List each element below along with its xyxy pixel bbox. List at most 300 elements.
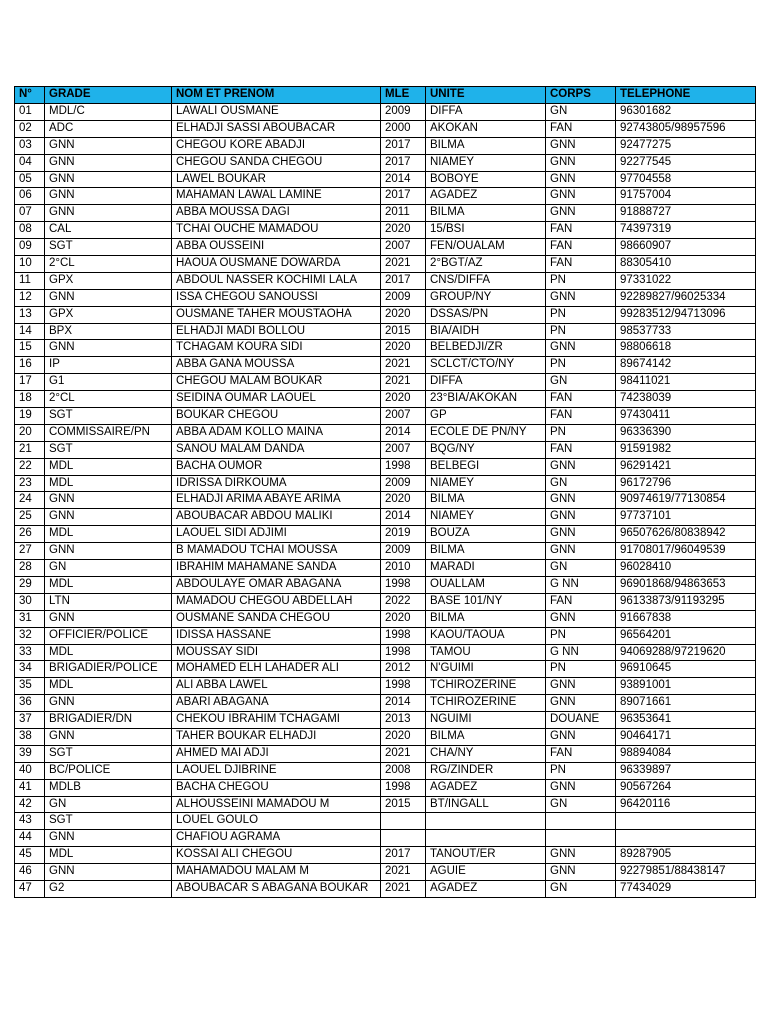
cell-telephone: 98894084 (616, 745, 756, 762)
cell-corps: GNN (546, 492, 616, 509)
cell-grade: 2°CL (45, 391, 172, 408)
table-row (15, 137, 756, 154)
cell-grade: MDL (45, 475, 172, 492)
cell-grade: GNN (45, 543, 172, 560)
cell-grade: 2°CL (45, 256, 172, 273)
cell-mle: 2022 (381, 593, 426, 610)
cell-grade: GNN (45, 289, 172, 306)
cell-mle: 2009 (381, 289, 426, 306)
cell-grade: GPX (45, 306, 172, 323)
cell-mle: 1998 (381, 458, 426, 475)
cell-corps: GN (546, 880, 616, 897)
cell-grade: GNN (45, 864, 172, 881)
cell-num: 02 (15, 120, 45, 137)
cell-telephone: 94069288/97219620 (616, 644, 756, 661)
table-row (15, 509, 756, 526)
cell-corps: PN (546, 272, 616, 289)
cell-num: 10 (15, 256, 45, 273)
cell-corps: FAN (546, 593, 616, 610)
column-header-unite: UNITE (426, 87, 546, 104)
cell-unite: NIAMEY (426, 475, 546, 492)
cell-num: 27 (15, 543, 45, 560)
cell-grade: GNN (45, 171, 172, 188)
cell-mle: 1998 (381, 644, 426, 661)
cell-unite: BILMA (426, 205, 546, 222)
table-row (15, 239, 756, 256)
table-row (15, 154, 756, 171)
cell-num: 18 (15, 391, 45, 408)
cell-unite: GP (426, 408, 546, 425)
table-row (15, 796, 756, 813)
table-row (15, 357, 756, 374)
cell-grade: ADC (45, 120, 172, 137)
cell-nom-prenom: TAHER BOUKAR ELHADJI (172, 728, 381, 745)
cell-telephone: 99283512/94713096 (616, 306, 756, 323)
cell-grade: BRIGADIER/POLICE (45, 661, 172, 678)
cell-num: 40 (15, 762, 45, 779)
cell-telephone: 98411021 (616, 374, 756, 391)
cell-mle: 1998 (381, 576, 426, 593)
cell-unite: BILMA (426, 137, 546, 154)
cell-telephone: 96564201 (616, 627, 756, 644)
cell-corps: GN (546, 475, 616, 492)
cell-unite: BILMA (426, 610, 546, 627)
cell-nom-prenom: CHEGOU SANDA CHEGOU (172, 154, 381, 171)
cell-num: 24 (15, 492, 45, 509)
cell-grade: GNN (45, 154, 172, 171)
cell-unite: CHA/NY (426, 745, 546, 762)
cell-num: 23 (15, 475, 45, 492)
cell-grade: GNN (45, 728, 172, 745)
cell-nom-prenom: IBRAHIM MAHAMANE SANDA (172, 560, 381, 577)
cell-unite: AKOKAN (426, 120, 546, 137)
table-row (15, 830, 756, 847)
cell-mle: 2011 (381, 205, 426, 222)
cell-telephone: 92477275 (616, 137, 756, 154)
cell-num: 25 (15, 509, 45, 526)
cell-nom-prenom: ELHADJI ARIMA ABAYE ARIMA (172, 492, 381, 509)
cell-num: 43 (15, 813, 45, 830)
cell-mle: 2014 (381, 695, 426, 712)
cell-grade: SGT (45, 441, 172, 458)
cell-telephone: 91708017/96049539 (616, 543, 756, 560)
cell-num: 01 (15, 104, 45, 121)
cell-corps (546, 830, 616, 847)
cell-num: 07 (15, 205, 45, 222)
cell-corps: FAN (546, 441, 616, 458)
cell-num: 44 (15, 830, 45, 847)
cell-corps: PN (546, 357, 616, 374)
cell-nom-prenom: ABBA GANA MOUSSA (172, 357, 381, 374)
cell-telephone (616, 830, 756, 847)
cell-corps: GNN (546, 154, 616, 171)
table-row (15, 272, 756, 289)
cell-nom-prenom: ABARI ABAGANA (172, 695, 381, 712)
cell-nom-prenom: LAWALI OUSMANE (172, 104, 381, 121)
cell-grade: GNN (45, 188, 172, 205)
cell-nom-prenom: BACHA OUMOR (172, 458, 381, 475)
table-row (15, 661, 756, 678)
cell-grade: GNN (45, 830, 172, 847)
table-row (15, 695, 756, 712)
table-row (15, 712, 756, 729)
cell-grade: BC/POLICE (45, 762, 172, 779)
table-row (15, 593, 756, 610)
cell-num: 47 (15, 880, 45, 897)
cell-telephone: 96172796 (616, 475, 756, 492)
cell-corps: GNN (546, 543, 616, 560)
cell-corps: G NN (546, 644, 616, 661)
cell-nom-prenom: MAMADOU CHEGOU ABDELLAH (172, 593, 381, 610)
cell-mle: 2020 (381, 222, 426, 239)
cell-num: 20 (15, 424, 45, 441)
cell-nom-prenom: ISSA CHEGOU SANOUSSI (172, 289, 381, 306)
cell-corps: GNN (546, 289, 616, 306)
table-row (15, 813, 756, 830)
cell-grade: SGT (45, 813, 172, 830)
table-row (15, 458, 756, 475)
cell-unite: DIFFA (426, 104, 546, 121)
cell-telephone: 98537733 (616, 323, 756, 340)
cell-telephone: 77434029 (616, 880, 756, 897)
cell-corps (546, 813, 616, 830)
cell-num: 33 (15, 644, 45, 661)
cell-unite: BILMA (426, 728, 546, 745)
cell-corps: FAN (546, 222, 616, 239)
cell-grade: BRIGADIER/DN (45, 712, 172, 729)
cell-num: 31 (15, 610, 45, 627)
cell-unite: KAOU/TAOUA (426, 627, 546, 644)
cell-num: 41 (15, 779, 45, 796)
cell-unite: TCHIROZERINE (426, 695, 546, 712)
cell-corps: GNN (546, 847, 616, 864)
cell-unite: BASE 101/NY (426, 593, 546, 610)
cell-corps: GNN (546, 678, 616, 695)
cell-num: 13 (15, 306, 45, 323)
cell-num: 22 (15, 458, 45, 475)
table-row (15, 745, 756, 762)
cell-nom-prenom: LAOUEL DJIBRINE (172, 762, 381, 779)
cell-corps: GNN (546, 340, 616, 357)
cell-corps: GN (546, 104, 616, 121)
cell-num: 39 (15, 745, 45, 762)
cell-corps: GN (546, 374, 616, 391)
cell-corps: PN (546, 323, 616, 340)
column-header-corps: CORPS (546, 87, 616, 104)
cell-corps: G NN (546, 576, 616, 593)
cell-unite: DIFFA (426, 374, 546, 391)
cell-unite: NGUIMI (426, 712, 546, 729)
cell-corps: GNN (546, 526, 616, 543)
cell-telephone: 89674142 (616, 357, 756, 374)
cell-unite: BILMA (426, 543, 546, 560)
cell-telephone: 96336390 (616, 424, 756, 441)
cell-nom-prenom: ABBA ADAM KOLLO MAINA (172, 424, 381, 441)
cell-num: 36 (15, 695, 45, 712)
cell-mle: 2021 (381, 256, 426, 273)
table-row (15, 492, 756, 509)
cell-num: 34 (15, 661, 45, 678)
column-header-num: N° (15, 87, 45, 104)
cell-mle: 2012 (381, 661, 426, 678)
cell-nom-prenom: CHEGOU MALAM BOUKAR (172, 374, 381, 391)
column-header-telephone: TELEPHONE (616, 87, 756, 104)
cell-grade: SGT (45, 408, 172, 425)
table-row (15, 728, 756, 745)
cell-num: 12 (15, 289, 45, 306)
cell-nom-prenom: CHEKOU IBRAHIM TCHAGAMI (172, 712, 381, 729)
cell-nom-prenom: MOUSSAY SIDI (172, 644, 381, 661)
cell-grade: GN (45, 560, 172, 577)
cell-unite: N'GUIMI (426, 661, 546, 678)
cell-unite (426, 813, 546, 830)
table-row (15, 323, 756, 340)
cell-nom-prenom: ELHADJI SASSI ABOUBACAR (172, 120, 381, 137)
cell-nom-prenom: LOUEL GOULO (172, 813, 381, 830)
cell-telephone: 91591982 (616, 441, 756, 458)
cell-mle: 2019 (381, 526, 426, 543)
cell-num: 21 (15, 441, 45, 458)
cell-unite: BT/INGALL (426, 796, 546, 813)
cell-unite: SCLCT/CTO/NY (426, 357, 546, 374)
cell-nom-prenom: ELHADJI MADI BOLLOU (172, 323, 381, 340)
cell-corps: FAN (546, 120, 616, 137)
cell-telephone: 92289827/96025334 (616, 289, 756, 306)
cell-grade: GNN (45, 695, 172, 712)
table-row (15, 205, 756, 222)
table-row (15, 408, 756, 425)
cell-nom-prenom: BACHA CHEGOU (172, 779, 381, 796)
column-header-grade: GRADE (45, 87, 172, 104)
cell-mle: 2021 (381, 864, 426, 881)
cell-grade: BPX (45, 323, 172, 340)
table-row (15, 441, 756, 458)
cell-num: 08 (15, 222, 45, 239)
cell-telephone: 98806618 (616, 340, 756, 357)
cell-grade: MDL (45, 644, 172, 661)
cell-mle (381, 830, 426, 847)
table-row (15, 289, 756, 306)
cell-corps: GNN (546, 171, 616, 188)
cell-grade: GN (45, 796, 172, 813)
cell-mle: 2014 (381, 424, 426, 441)
cell-grade: GNN (45, 137, 172, 154)
cell-num: 28 (15, 560, 45, 577)
cell-mle: 2015 (381, 796, 426, 813)
cell-corps: GNN (546, 188, 616, 205)
cell-nom-prenom: ALHOUSSEINI MAMADOU M (172, 796, 381, 813)
cell-unite: AGADEZ (426, 188, 546, 205)
cell-grade: MDL (45, 576, 172, 593)
personnel-table (14, 86, 756, 898)
column-header-nom-prenom: NOM ET PRENOM (172, 87, 381, 104)
cell-telephone: 90464171 (616, 728, 756, 745)
cell-mle: 2007 (381, 441, 426, 458)
cell-mle: 2020 (381, 306, 426, 323)
cell-unite: BELBEDJI/ZR (426, 340, 546, 357)
cell-mle: 2007 (381, 408, 426, 425)
cell-grade: GNN (45, 340, 172, 357)
table-row (15, 610, 756, 627)
cell-telephone: 91757004 (616, 188, 756, 205)
cell-telephone: 92279851/88438147 (616, 864, 756, 881)
table-row (15, 424, 756, 441)
cell-corps: GNN (546, 610, 616, 627)
cell-telephone: 89071661 (616, 695, 756, 712)
cell-num: 35 (15, 678, 45, 695)
cell-grade: COMMISSAIRE/PN (45, 424, 172, 441)
cell-num: 29 (15, 576, 45, 593)
cell-unite: OUALLAM (426, 576, 546, 593)
table-row (15, 475, 756, 492)
cell-telephone: 96133873/91193295 (616, 593, 756, 610)
cell-num: 45 (15, 847, 45, 864)
cell-telephone: 97331022 (616, 272, 756, 289)
cell-num: 46 (15, 864, 45, 881)
cell-corps: PN (546, 762, 616, 779)
cell-nom-prenom: LAWEL BOUKAR (172, 171, 381, 188)
cell-grade: GNN (45, 205, 172, 222)
cell-corps: PN (546, 627, 616, 644)
table-row (15, 256, 756, 273)
cell-mle: 2017 (381, 188, 426, 205)
cell-unite: 2°BGT/AZ (426, 256, 546, 273)
cell-nom-prenom: KOSSAI ALI CHEGOU (172, 847, 381, 864)
cell-corps: GN (546, 796, 616, 813)
table-row (15, 391, 756, 408)
cell-nom-prenom: CHEGOU KORE ABADJI (172, 137, 381, 154)
cell-nom-prenom: ABDOULAYE OMAR ABAGANA (172, 576, 381, 593)
cell-grade: MDL (45, 526, 172, 543)
cell-corps: GNN (546, 205, 616, 222)
cell-unite: CNS/DIFFA (426, 272, 546, 289)
cell-mle: 2009 (381, 104, 426, 121)
cell-unite: AGADEZ (426, 779, 546, 796)
cell-nom-prenom: SANOU MALAM DANDA (172, 441, 381, 458)
table-row (15, 340, 756, 357)
cell-mle: 2000 (381, 120, 426, 137)
cell-unite: AGUIE (426, 864, 546, 881)
cell-corps: GNN (546, 864, 616, 881)
cell-corps: FAN (546, 391, 616, 408)
cell-telephone: 97737101 (616, 509, 756, 526)
cell-mle: 2017 (381, 137, 426, 154)
cell-telephone: 96910645 (616, 661, 756, 678)
cell-corps: GNN (546, 137, 616, 154)
column-header-mle: MLE (381, 87, 426, 104)
cell-telephone (616, 813, 756, 830)
cell-unite: NIAMEY (426, 509, 546, 526)
cell-unite: RG/ZINDER (426, 762, 546, 779)
cell-mle: 2020 (381, 391, 426, 408)
cell-num: 38 (15, 728, 45, 745)
table-row (15, 864, 756, 881)
cell-corps: DOUANE (546, 712, 616, 729)
cell-mle: 2009 (381, 475, 426, 492)
cell-mle: 2017 (381, 154, 426, 171)
cell-unite: ECOLE DE PN/NY (426, 424, 546, 441)
cell-num: 30 (15, 593, 45, 610)
cell-telephone: 92277545 (616, 154, 756, 171)
table-row (15, 306, 756, 323)
table-row (15, 104, 756, 121)
cell-num: 04 (15, 154, 45, 171)
cell-unite: 23°BIA/AKOKAN (426, 391, 546, 408)
cell-nom-prenom: MAHAMADOU MALAM M (172, 864, 381, 881)
table-row (15, 222, 756, 239)
cell-corps: FAN (546, 256, 616, 273)
cell-grade: CAL (45, 222, 172, 239)
cell-num: 32 (15, 627, 45, 644)
cell-unite: TCHIROZERINE (426, 678, 546, 695)
cell-corps: FAN (546, 239, 616, 256)
table-row (15, 120, 756, 137)
cell-mle (381, 813, 426, 830)
cell-corps: GNN (546, 779, 616, 796)
cell-mle: 2007 (381, 239, 426, 256)
cell-unite: BIA/AIDH (426, 323, 546, 340)
table-row (15, 779, 756, 796)
cell-corps: GNN (546, 458, 616, 475)
cell-num: 26 (15, 526, 45, 543)
cell-telephone: 96301682 (616, 104, 756, 121)
cell-mle: 2014 (381, 509, 426, 526)
cell-num: 11 (15, 272, 45, 289)
cell-grade: GNN (45, 509, 172, 526)
cell-nom-prenom: ABOUBACAR ABDOU MALIKI (172, 509, 381, 526)
cell-nom-prenom: MOHAMED ELH LAHADER ALI (172, 661, 381, 678)
table-header-row (15, 87, 756, 104)
cell-nom-prenom: ABDOUL NASSER KOCHIMI LALA (172, 272, 381, 289)
cell-unite: BILMA (426, 492, 546, 509)
cell-num: 05 (15, 171, 45, 188)
cell-mle: 2020 (381, 492, 426, 509)
cell-grade: IP (45, 357, 172, 374)
cell-nom-prenom: OUSMANE TAHER MOUSTAOHA (172, 306, 381, 323)
cell-mle: 2021 (381, 357, 426, 374)
cell-grade: GNN (45, 492, 172, 509)
cell-mle: 2021 (381, 745, 426, 762)
cell-num: 09 (15, 239, 45, 256)
cell-grade: GNN (45, 610, 172, 627)
cell-mle: 2020 (381, 340, 426, 357)
cell-nom-prenom: ABBA MOUSSA DAGI (172, 205, 381, 222)
cell-nom-prenom: SEIDINA OUMAR LAOUEL (172, 391, 381, 408)
cell-nom-prenom: AHMED MAI ADJI (172, 745, 381, 762)
cell-mle: 2020 (381, 610, 426, 627)
cell-corps: FAN (546, 408, 616, 425)
cell-unite: BELBEGI (426, 458, 546, 475)
cell-corps: GNN (546, 728, 616, 745)
cell-nom-prenom: IDRISSA DIRKOUMA (172, 475, 381, 492)
cell-nom-prenom: TCHAI OUCHE MAMADOU (172, 222, 381, 239)
cell-unite: TANOUT/ER (426, 847, 546, 864)
cell-nom-prenom: MAHAMAN LAWAL LAMINE (172, 188, 381, 205)
cell-telephone: 91888727 (616, 205, 756, 222)
cell-corps: PN (546, 306, 616, 323)
cell-num: 06 (15, 188, 45, 205)
table-row (15, 627, 756, 644)
cell-corps: PN (546, 424, 616, 441)
cell-grade: MDL (45, 847, 172, 864)
cell-mle: 1998 (381, 779, 426, 796)
table-row (15, 188, 756, 205)
cell-telephone: 96291421 (616, 458, 756, 475)
cell-corps: FAN (546, 745, 616, 762)
cell-unite: GROUP/NY (426, 289, 546, 306)
cell-telephone: 91667838 (616, 610, 756, 627)
table-row (15, 526, 756, 543)
